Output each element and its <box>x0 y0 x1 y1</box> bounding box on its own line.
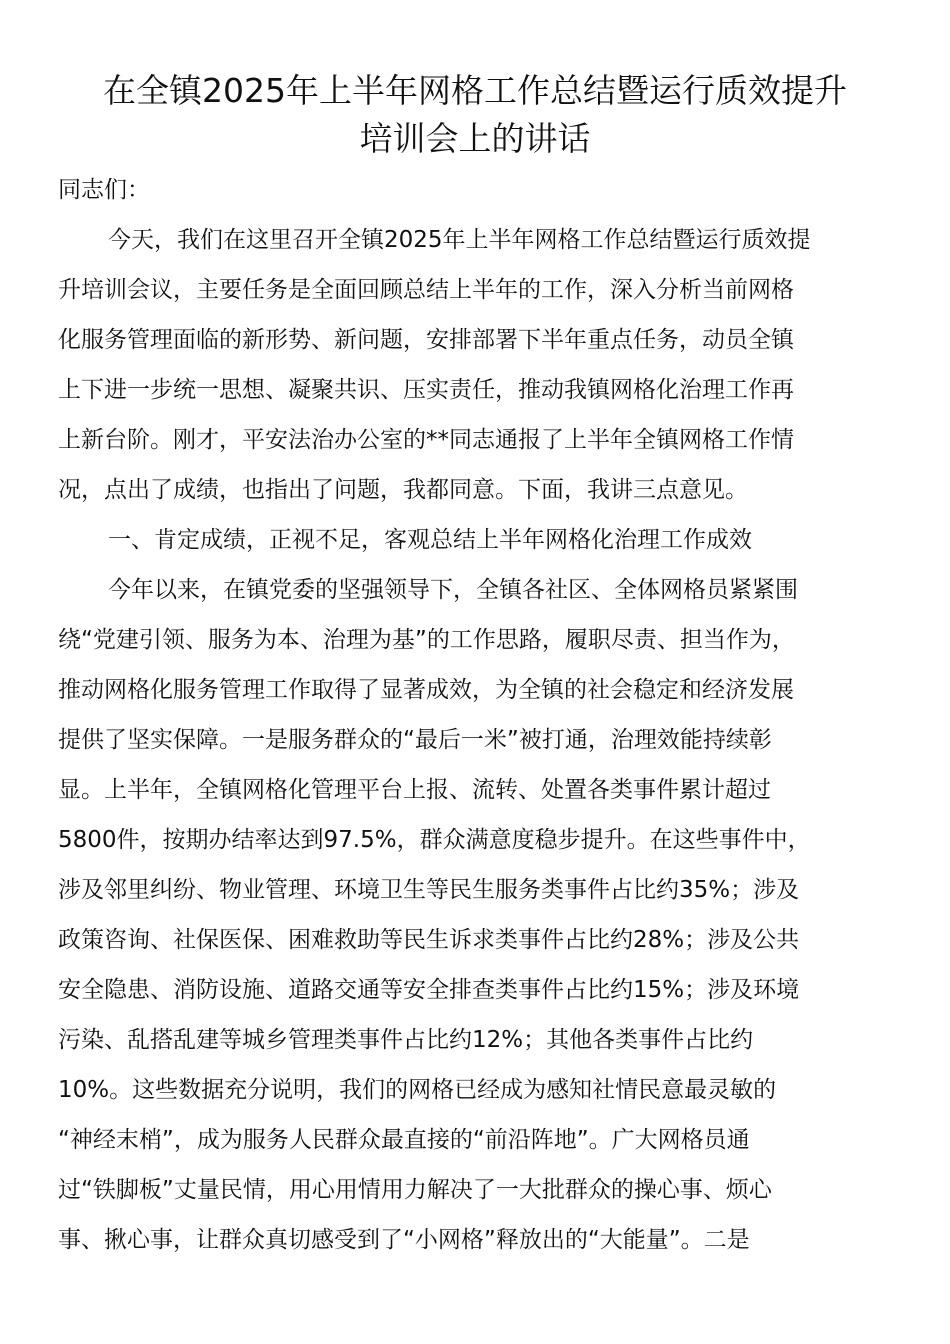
paragraph-line: 绕“党建引领、服务为本、治理为基”的工作思路，履职尽责、担当作为， <box>58 627 795 653</box>
paragraph-line: 过“铁脚板”丈量民情，用心用情用力解决了一大批群众的操心事、烦心 <box>58 1177 772 1203</box>
document-title-line-1: 在全镇2025年上半年网格工作总结暨运行质效提升 <box>103 71 847 110</box>
paragraph-line: 5800件，按期办结率达到97.5%，群众满意度稳步提升。在这些事件中， <box>58 827 811 853</box>
paragraph-line: “神经末梢”，成为服务人民群众最直接的“前沿阵地”。广大网格员通 <box>58 1127 750 1153</box>
paragraph-line: 上新台阶。刚才，平安法治办公室的**同志通报了上半年全镇网格工作情 <box>58 427 794 453</box>
paragraph-line: 上下进一步统一思想、凝聚共识、压实责任，推动我镇网格化治理工作再 <box>58 377 794 403</box>
paragraph-line: 污染、乱搭乱建等城乡管理类事件占比约12%；其他各类事件占比约 <box>58 1027 754 1053</box>
paragraph-line: 10%。这些数据充分说明，我们的网格已经成为感知社情民意最灵敏的 <box>58 1077 777 1103</box>
paragraph-line: 况，点出了成绩，也指出了问题，我都同意。下面，我讲三点意见。 <box>58 477 748 503</box>
paragraph-line: 今天，我们在这里召开全镇2025年上半年网格工作总结暨运行质效提 <box>108 227 811 253</box>
paragraph-line: 推动网格化服务管理工作取得了显著成效，为全镇的社会稳定和经济发展 <box>58 677 794 703</box>
paragraph-line: 涉及邻里纠纷、物业管理、环境卫生等民生服务类事件占比约35%；涉及 <box>58 877 800 903</box>
section-heading: 一、肯定成绩，正视不足，客观总结上半年网格化治理工作成效 <box>108 527 752 553</box>
paragraph-line: 显。上半年，全镇网格化管理平台上报、流转、处置各类事件累计超过 <box>58 777 771 803</box>
salutation: 同志们： <box>58 177 150 203</box>
paragraph-line: 事、揪心事，让群众真切感受到了“小网格”释放出的“大能量”。二是 <box>58 1227 750 1253</box>
paragraph-line: 政策咨询、社保医保、困难救助等民生诉求类事件占比约28%；涉及公共 <box>58 927 800 953</box>
paragraph-line: 化服务管理面临的新形势、新问题，安排部署下半年重点任务，动员全镇 <box>58 327 794 353</box>
paragraph-line: 提供了坚实保障。一是服务群众的“最后一米”被打通，治理效能持续彰 <box>58 727 772 753</box>
paragraph-line: 安全隐患、消防设施、道路交通等安全排查类事件占比约15%；涉及环境 <box>58 977 800 1003</box>
document-title-line-2: 培训会上的讲话 <box>359 119 591 158</box>
paragraph-line: 今年以来，在镇党委的坚强领导下，全镇各社区、全体网格员紧紧围 <box>108 577 798 603</box>
paragraph-line: 升培训会议，主要任务是全面回顾总结上半年的工作，深入分析当前网格 <box>58 277 794 303</box>
